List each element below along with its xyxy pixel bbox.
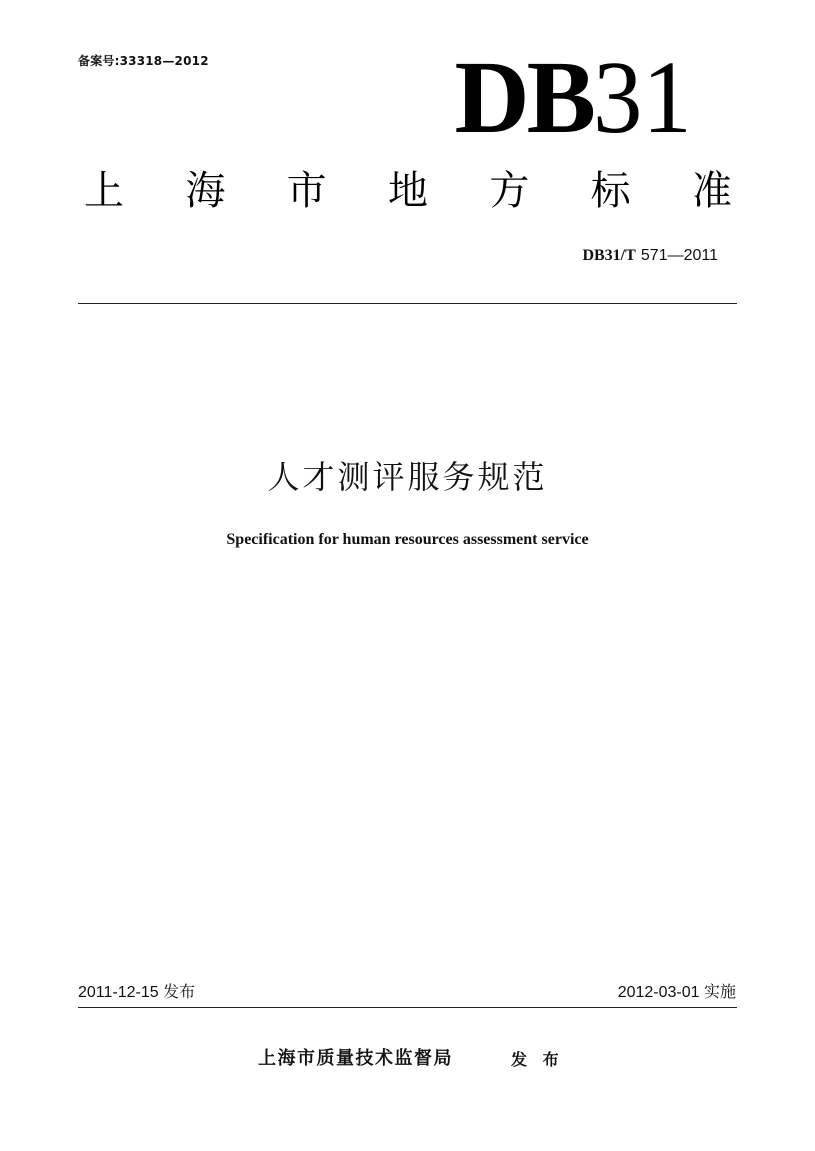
top-divider (78, 303, 737, 304)
standard-number (582, 245, 718, 266)
standard-type-char: 标 (590, 168, 631, 214)
standard-type-char: 地 (387, 168, 428, 214)
issuing-authority: 上海市质量技术监督局 (258, 1048, 453, 1069)
logo-letters: DB (454, 40, 593, 155)
standard-type-char: 上 (84, 168, 124, 214)
logo-digits: 31 (593, 40, 692, 155)
standard-type-char: 方 (489, 168, 530, 214)
standard-code: DB31/T (582, 247, 636, 264)
implementation-date: 2012-03-01 实施 (617, 984, 736, 1001)
standard-type-char: 市 (286, 168, 327, 214)
standard-type-char: 海 (185, 168, 226, 214)
standard-serial: 571—2011 (640, 247, 718, 264)
english-title: Specification for human resources assessment service (226, 531, 589, 548)
chinese-title: 人才测评服务规范 (267, 458, 548, 496)
standard-type-heading (78, 165, 738, 217)
bottom-divider (78, 1007, 737, 1008)
issuing-action: 发 布 (511, 1050, 559, 1069)
issue-date: 2011-12-15 发布 (78, 984, 196, 1001)
standard-type-char: 准 (691, 168, 732, 214)
db31-logo (454, 40, 697, 155)
filing-number: 备案号:33318—2012 (78, 54, 209, 68)
